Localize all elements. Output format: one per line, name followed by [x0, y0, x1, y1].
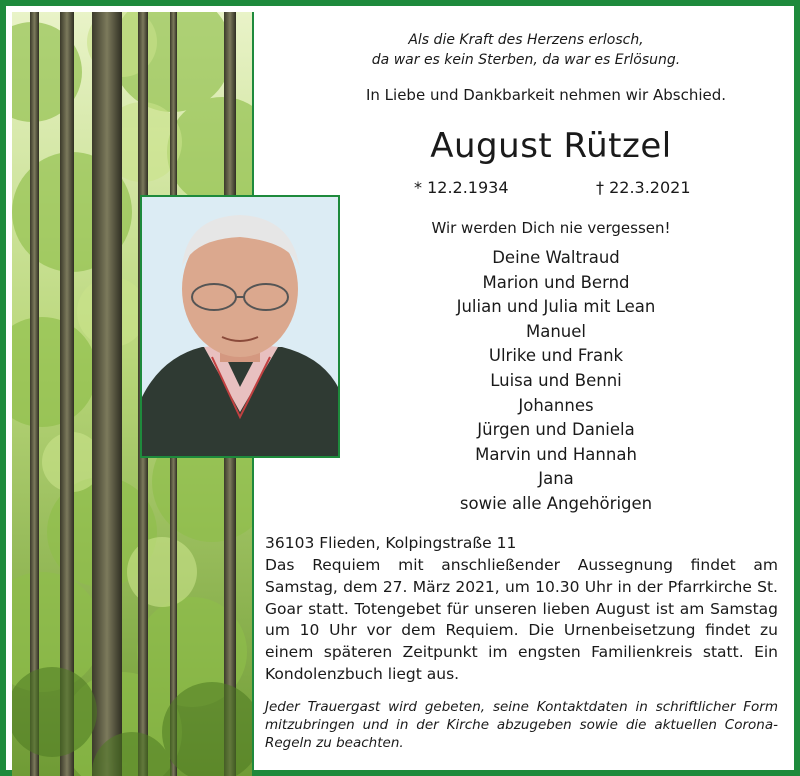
mourner: Marion und Bernd [482, 272, 630, 292]
verse [306, 30, 746, 70]
death-date: † 22.3.2021 [596, 178, 691, 197]
verse-line-2: da war es kein Sterben, da war es Erlösung. [371, 52, 681, 68]
mourner: Johannes [518, 395, 594, 415]
verse-line-1: Als die Kraft des Herzens erlosch, [408, 32, 644, 48]
mourner: sowie alle Angehörigen [459, 493, 653, 513]
mourner: Marvin und Hannah [475, 444, 637, 464]
service-info: Das Requiem mit anschließender Aussegnung findet am Samstag, dem 27. März 2021, um 10.30 Uhr in der Pfarrkirche St. Goar statt. Totengebet für unseren lieben August ist am Samstag um 10 Uhr vor dem Requiem. Die Urnenbeisetzung findet zu einem späteren Zeitpunkt im engsten Familienkreis statt. Ein Kondolenzbuch liegt aus. [265, 556, 778, 683]
never-forget-text: Wir werden Dich nie vergessen! [431, 219, 671, 237]
mourner: Ulrike und Frank [488, 346, 624, 366]
birth-date: * 12.2.1934 [414, 178, 509, 197]
mourner: Luisa und Benni [490, 370, 622, 390]
deceased-name: August Rützel [430, 126, 672, 166]
mourner: Manuel [526, 321, 586, 341]
farewell-text: In Liebe und Dankbarkeit nehmen wir Abschied. [365, 86, 727, 104]
mourner: Jürgen und Daniela [477, 420, 635, 440]
mourner: Julian und Julia mit Lean [456, 297, 656, 317]
corona-notice: Jeder Trauergast wird gebeten, seine Kontaktdaten in schriftlicher Form mitzubringen und in der Kirche abzugeben sowie die aktuellen Corona-Regeln zu beachten. [265, 699, 778, 751]
address: 36103 Flieden, Kolpingstraße 11 [265, 534, 517, 552]
mourner: Deine Waltraud [492, 248, 620, 267]
mourner: Jana [538, 469, 574, 489]
mourners-list [366, 246, 746, 517]
